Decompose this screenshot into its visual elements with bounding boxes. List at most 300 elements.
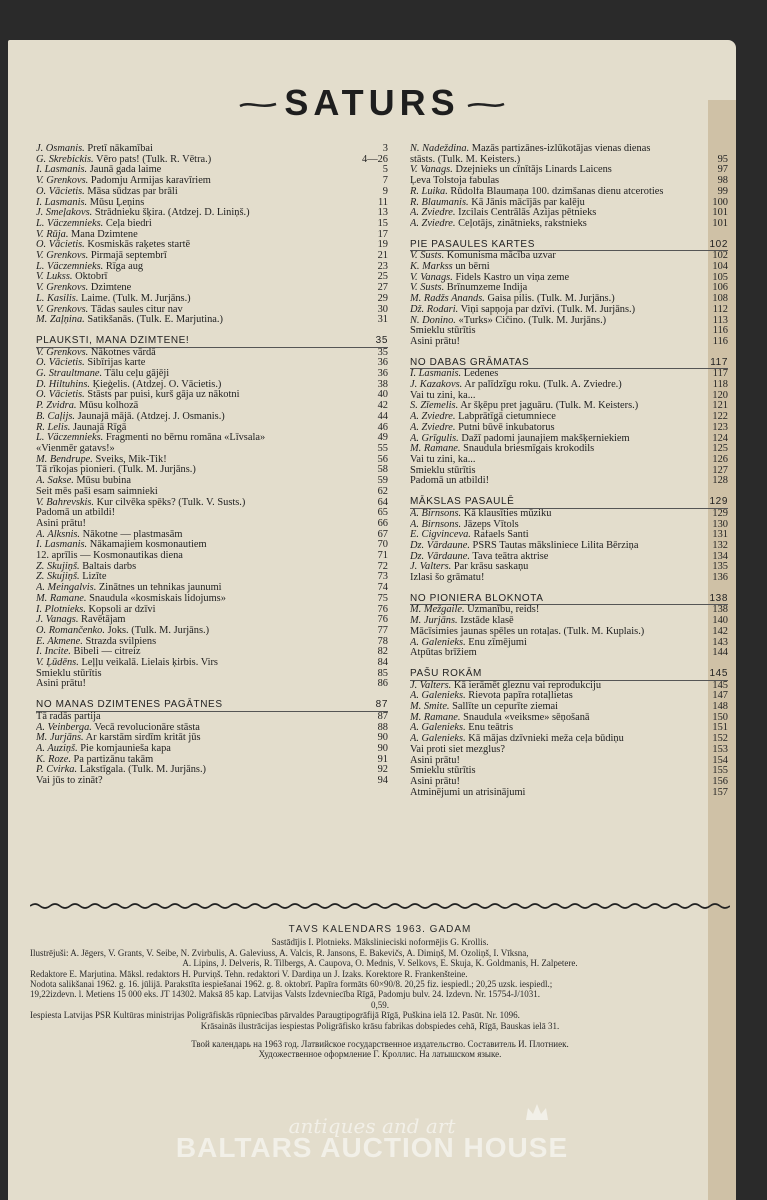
entry-author: V. Susts. [410,251,445,262]
imprint-line: 19,22izdevn. l. Metiens 15 000 eks. JT 14302. Maksā 85 kap. Latvijas Valsts Izdevniecība Rīgā, Padomju bulv. 24. Izdevn. Nr. 15754-J/1031. [30,989,541,1000]
toc-entry [36,498,388,509]
page-number: 36 [377,358,388,369]
toc-entry [410,766,728,777]
entry-author: M. Jurjāns. [410,616,458,627]
page-number: 31 [377,315,388,326]
toc-entry [36,187,388,198]
entry-title: Nākotne — plastmasām [82,529,183,540]
imprint-line: Sastādījis I. Plotnieks. Mākslinieciski noformējis G. Krollis. [271,937,489,948]
entry-title: Ar palīdzīgu roku. (Tulk. A. Zviedre.) [464,380,622,391]
toc-entry [410,466,728,477]
entry-author: A. Grīgulis. [410,433,459,444]
entry-title: Smieklu stūrītis [36,668,102,679]
section-heading [410,497,728,509]
toc-entry [410,434,728,445]
entry-title: Snaudula briesmīgais krokodils [463,444,595,455]
entry-title: Snaudula «veiksme» sēņošanā [463,712,590,723]
entry-title: Smieklu stūrītis [410,326,476,337]
toc-entry [410,273,728,284]
toc-entry [410,541,728,552]
entry-title: Jaunajā mājā. (Atdzej. J. Osmanis.) [77,411,225,422]
toc-entry [36,572,388,583]
entry-author: V. Grenkovs. [36,304,89,315]
page-number: 38 [377,379,388,390]
page-number: 15 [377,218,388,229]
entry-title: Jaunā gada laime [89,165,162,176]
page-number: 4—26 [362,154,388,165]
entry-author: M. Ramane. [410,444,461,455]
toc-entry [36,669,388,680]
toc-entry [410,305,728,316]
entry-author: I. Lasmanis. [36,165,88,176]
toc-entry [36,219,388,230]
page-number: 40 [377,390,388,401]
toc-entry [36,272,388,283]
swash-left-icon [238,101,278,109]
toc-entry [410,369,728,380]
toc-entry [36,155,388,166]
page-number: 148 [712,702,728,713]
imprint-line: Nodota salikšanai 1962. g. 16. jūlijā. Parakstīta iespiešanai 1962. g. 8. oktobrī. Papīra formāts 60×90/8. 20,25 fiz. iespiedl.; 20,25 uzsk. iespiedl.; [30,979,553,990]
imprint-line: 0,59. [371,999,389,1010]
entry-title: Viņi sapņoja par dzīvi. (Tulk. M. Jurjāns.) [460,304,636,315]
imprint-block [30,925,730,1060]
toc-entry [410,648,728,659]
page-number: 84 [377,658,388,669]
page-number: 101 [712,218,728,229]
toc-entry [410,573,728,584]
entry-author: Dž. Rodari. [410,304,459,315]
entry-author: Z. Skujiņš. [36,572,80,583]
page-number: 72 [377,561,388,572]
entry-author: J. Kazakovs. [410,380,463,391]
entry-title: Rievota papīra rotaļlietas [468,691,573,702]
toc-entry [36,605,388,616]
toc-right-column [410,144,728,798]
entry-title: Izlasi šo grāmatu! [410,573,485,584]
toc-entry [36,551,388,562]
section-title: MĀKSLAS PASAULĒ [410,496,515,508]
section-heading [410,358,728,370]
page-number: 138 [712,605,728,616]
toc-entry [36,647,388,658]
entry-title: Mūsu kolhozā [79,401,139,412]
toc-entry [410,691,728,702]
imprint-heading: TĀVS KALENDĀRS 1963. GADAM [288,925,472,935]
entry-title: Tava teātra aktrise [472,551,549,562]
page-number: 11 [377,197,388,208]
toc-entry [36,176,388,187]
entry-title: Joks. (Tulk. M. Jurjāns.) [107,625,210,636]
entry-author: A. Zviedre. [410,208,456,219]
entry-title: Tā rīkojas pionieri. (Tulk. M. Jurjāns.) [36,465,196,476]
entry-author: A. Birnsons. [410,519,462,530]
entry-title: Kā ierāmēt gleznu vai reprodukciju [453,680,602,691]
entry-author: I. Lasmanis. [36,197,88,208]
entry-title: Lakstīgala. (Tulk. M. Jurjāns.) [79,765,207,776]
entry-title: Ēnu zīmējumi [468,637,527,648]
entry-author: V. Lukss. [36,272,73,283]
page-number: 88 [377,722,388,733]
page-number: 134 [712,551,728,562]
page-number: 145 [712,680,728,691]
page-number: 95 [717,154,728,165]
page-title [8,82,736,124]
entry-author: I. Lasmanis. [36,540,88,551]
entry-title: Māsa sūdzas par brāli [87,186,178,197]
page-number: 136 [712,573,728,584]
toc-entry [410,552,728,563]
entry-title: Šeit mēs paši esam saimnieki [36,486,158,497]
toc-entry [36,144,388,155]
entry-author: V. Vanags. [410,165,453,176]
entry-title: Oktobrī [75,272,108,283]
entry-title: Ļeva Tolstoja fabulas [410,176,500,187]
entry-author: V. Grenkovs. [36,283,89,294]
entry-title: Kā klausīties mūziku [463,508,552,519]
toc-entry [410,337,728,348]
entry-author: B. Čaļijs. [36,411,75,422]
toc-entry [36,476,388,487]
toc-entry [36,530,388,541]
page-number: 98 [717,176,728,187]
entry-author: A. Galenieks. [410,723,466,734]
entry-author: M. Zaļņina. [36,315,85,326]
toc-entry [410,455,728,466]
page-number: 5 [382,165,388,176]
page-number: 21 [377,251,388,262]
section-heading [36,700,388,712]
page-number: 87 [375,699,388,711]
entry-title: Mūsu bubina [76,476,131,487]
entry-title: Kā mājas dzīvnieki meža ceļa būdiņu [468,734,624,745]
entry-author: M. Smite. [410,702,450,713]
entry-author: I. Incite. [36,647,71,658]
page-number: 156 [712,776,728,787]
entry-author: A. Galenieks. [410,691,466,702]
toc-entry [36,626,388,637]
entry-title: Tādas saules citur nav [90,304,183,315]
toc-entry [410,713,728,724]
entry-author: O. Vācietis. [36,240,85,251]
toc-entry [36,540,388,551]
toc-entry [410,198,728,209]
entry-title: «Vienmēr gatavs!» [36,443,115,454]
entry-title: Pretī nākamībai [87,144,153,154]
toc-entry [410,509,728,520]
entry-title: Vai tu zini, ka... [410,454,476,465]
page-number: 58 [377,465,388,476]
toc-entry [36,262,388,273]
page-number: 13 [377,208,388,219]
entry-title: Zinātnes un tehnikas jaunumi [98,583,222,594]
entry-author: J. Valters. [410,562,452,573]
page-number: 116 [712,336,728,347]
title-text: SATURS [284,82,460,123]
entry-title: PSRS Tautas māksliniece Lilita Bērziņa [472,540,639,551]
entry-title: Fidels Kastro un viņa zeme [455,272,570,283]
entry-title: Ar šķēpu pret jaguāru. (Tulk. M. Keisters.) [460,401,639,412]
toc-entry [410,605,728,616]
toc-entry [36,583,388,594]
toc-entry [36,315,388,326]
page-number: 104 [712,262,728,273]
page-number: 129 [709,496,728,508]
page-number: 35 [375,334,388,346]
entry-author: V. Rūja. [36,229,69,240]
page-number: 105 [712,272,728,283]
entry-title: Vēro pats! (Tulk. R. Vētra.) [96,154,212,165]
imprint-line: A. Lipins, J. Delveris, R. Tilbergs, A. Caupova, O. Mednis, V. Selkovs, E. Skuja, K. Goldmanis, H. Zalpetere. [182,958,578,969]
entry-title: Ravētājam [81,615,126,626]
toc-entry [410,144,728,155]
entry-author: V. Grenkovs. [36,347,89,358]
entry-title: Rīga aug [105,261,144,272]
entry-author: A. Zviedre. [410,218,456,229]
page-number: 116 [712,326,728,337]
entry-title: Strādnieku šķira. (Atdzej. D. Liniņš.) [94,208,250,219]
toc-entry [36,348,388,359]
entry-title: Leļļu veikalā. Lielais ķirbis. Virs [81,658,218,669]
page-number [692,144,728,155]
page-number: 56 [377,454,388,465]
toc-entry [36,487,388,498]
entry-author: R. Blaumanis. [410,197,469,208]
entry-title: Ledenes [463,369,499,380]
toc-entry [36,380,388,391]
entry-author: Z. Skujiņš. [36,561,80,572]
entry-title: Asini prātu! [410,755,460,766]
entry-author: P. Cvirka. [36,765,78,776]
section-title: NO MANAS DZIMTENES PAGĀTNES [36,699,223,711]
page-number: 55 [377,443,388,454]
toc-entry [410,444,728,455]
toc-entry [410,155,728,166]
page-number: 42 [377,401,388,412]
entry-title: Ēnu teātris [468,723,514,734]
page-number: 150 [712,712,728,723]
page-number: 35 [377,347,388,358]
toc-entry [410,294,728,305]
section-title: PIE PASAULES KARTES [410,238,535,250]
entry-title: Fragmenti no bērnu romāna «Līvsala» [105,433,266,444]
page-number: 152 [712,734,728,745]
page-number: 131 [712,530,728,541]
toc-entry [36,444,388,455]
entry-author: A. Birnsons. [410,508,462,519]
entry-title: Rafaels Santi [473,530,529,541]
page-number: 7 [382,176,388,187]
entry-author: O. Vācietis. [36,358,85,369]
page-number: 46 [377,422,388,433]
entry-author: K. Markss [410,262,453,273]
entry-author: V. Bahrevskis. [36,497,95,508]
page-number: 99 [717,186,728,197]
toc-entry [36,230,388,241]
entry-author: A. Galenieks. [410,734,466,745]
toc-entry [410,756,728,767]
toc-entry [36,733,388,744]
toc-entry [410,208,728,219]
page-number: 138 [709,592,728,604]
entry-title: Jaunajā Rīgā [72,422,127,433]
toc-entry [36,283,388,294]
entry-title: Kā Jānis mācījās par kalēju [471,197,585,208]
toc-entry [410,734,728,745]
page-number: 29 [377,293,388,304]
imprint-line: Ilustrējuši: A. Jēgers, V. Grants, V. Seibe, N. Zvirbulis, A. Galeviuss, A. Valcis, R. Jansons, E. Bakevičs, A. Dimiņš, M. Ozoliņš, I. Vīksna, [30,947,529,958]
page-number: 65 [377,508,388,519]
section-title: PAŠU ROKĀM [410,667,482,679]
entry-author: M. Ramane. [36,593,87,604]
entry-title: Rūdolfa Blaumaņa 100. dzimšanas dienu atceroties [450,186,664,197]
entry-title: Asini prātu! [410,776,460,787]
entry-author: K. Roze. [36,754,71,765]
entry-title: Padomā un atbildi! [36,508,116,519]
toc-entry [410,777,728,788]
toc-entry [36,305,388,316]
toc-entry [36,755,388,766]
toc-left-column [36,144,388,787]
page-number: 85 [377,668,388,679]
entry-title: Pa partizānu takām [73,754,154,765]
toc-entry [410,219,728,230]
toc-entry [36,294,388,305]
toc-entry [410,165,728,176]
entry-author: S. Zīemelis. [410,401,459,412]
swash-right-icon [466,101,506,109]
entry-author: M. Mežgaile. [410,605,465,616]
toc-entry [36,455,388,466]
entry-title: Lizīte [82,572,107,583]
entry-author: V. Ļūdēns. [36,658,79,669]
toc-entry [36,433,388,444]
page-number: 77 [377,625,388,636]
entry-author: A. Zviedre. [410,412,456,423]
document-page [8,40,736,1200]
entry-author: A. Auziņš. [36,743,78,754]
page-number: 147 [712,691,728,702]
toc-entry [410,788,728,799]
entry-title: Laime. (Tulk. M. Jurjāns.) [81,293,191,304]
entry-author: A. Zviedre. [410,422,456,433]
section-heading [410,669,728,681]
page-number: 100 [712,197,728,208]
page-number: 36 [377,369,388,380]
toc-entry [36,679,388,690]
page-number: 49 [377,433,388,444]
entry-title: Atminējumi un atrisinājumi [410,787,526,798]
entry-author: M. Radžs Anands. [410,294,485,305]
toc-entry [410,251,728,262]
section-heading [36,336,388,348]
page-number: 92 [377,765,388,776]
toc-entry [36,744,388,755]
page-number: 78 [377,636,388,647]
page-number: 140 [712,616,728,627]
entry-author: I. Plotnieks. [36,604,86,615]
page-number: 135 [712,562,728,573]
page-number: 97 [717,165,728,176]
entry-title: Padomā un atbildi! [410,476,490,487]
toc-entry [36,637,388,648]
entry-author: A. Veinberga. [36,722,92,733]
toc-entry [36,358,388,369]
entry-author: V. Grenkovs. [36,251,89,262]
toc-entry [36,594,388,605]
toc-entry [410,262,728,273]
section-title: NO DABAS GRĀMATAS [410,356,530,368]
toc-entry [410,745,728,756]
page-number: 132 [712,540,728,551]
page-number: 27 [377,283,388,294]
toc-entry [36,390,388,401]
entry-author: J. Valters. [410,680,452,691]
entry-author: O. Vācietis. [36,390,85,401]
toc-entry [410,423,728,434]
toc-entry [36,712,388,723]
entry-title: Nākamajiem kosmonautiem [89,540,207,551]
entry-title: Stāsts par puisi, kurš gāja uz nākotni [87,390,240,401]
entry-author: L. Väczemnieks. [36,218,104,229]
page-number: 102 [709,238,728,250]
entry-author: O. Vācietis. [36,186,85,197]
page-number: 94 [377,776,388,787]
page-number: 151 [712,723,728,734]
entry-title: Sibīrijas karte [87,358,146,369]
watermark-title: BALTARS AUCTION HOUSE [175,1132,569,1163]
entry-author: P. Zvidra. [36,401,77,412]
page-number: 90 [377,743,388,754]
entry-title: Dzejnieks un cīnītājs Linards Laicens [455,165,612,176]
page-number: 154 [712,755,728,766]
entry-author: N. Donino. [410,315,456,326]
toc-entry [410,638,728,649]
entry-title: Kosmiskās raķetes startē [87,240,191,251]
page-number: 108 [712,294,728,305]
page-number: 86 [377,679,388,690]
entry-author: Dz. Vārdaune. [410,551,470,562]
entry-title: Vai tu zini, ka... [410,390,476,401]
toc-entry [410,681,728,692]
toc-entry [36,615,388,626]
toc-entry [36,240,388,251]
toc-entry [410,316,728,327]
toc-entry [410,476,728,487]
toc-entry [410,702,728,713]
entry-title: Jāzeps Vītols [463,519,519,530]
entry-author: L. Väczemnieks. [36,261,104,272]
entry-title: 12. aprīlis — Kosmonautikas diena [36,551,183,562]
toc-entry [36,369,388,380]
entry-author: J. Vanags. [36,615,79,626]
entry-title: Satikšanās. (Tulk. E. Marjutina.) [87,315,223,326]
entry-author: G. Skrebickis. [36,154,94,165]
page-number: 128 [712,476,728,487]
entry-title: Ķieģelis. (Atdzej. O. Vācietis.) [92,379,222,390]
entry-title: Sveiks, Mik-Tik! [95,454,167,465]
toc-entry [36,423,388,434]
page-number: 66 [377,518,388,529]
imprint-russian: Художественное оформление Г. Кроллис. На латышском языке. [258,1049,502,1060]
page-number: 125 [712,444,728,455]
toc-entry [36,776,388,787]
toc-entry [36,508,388,519]
entry-title: Asini prātu! [36,679,86,690]
entry-author: M. Ramane. [410,712,461,723]
page-number: 76 [377,615,388,626]
entry-title: Padomju Armijas karavīriem [90,176,211,187]
